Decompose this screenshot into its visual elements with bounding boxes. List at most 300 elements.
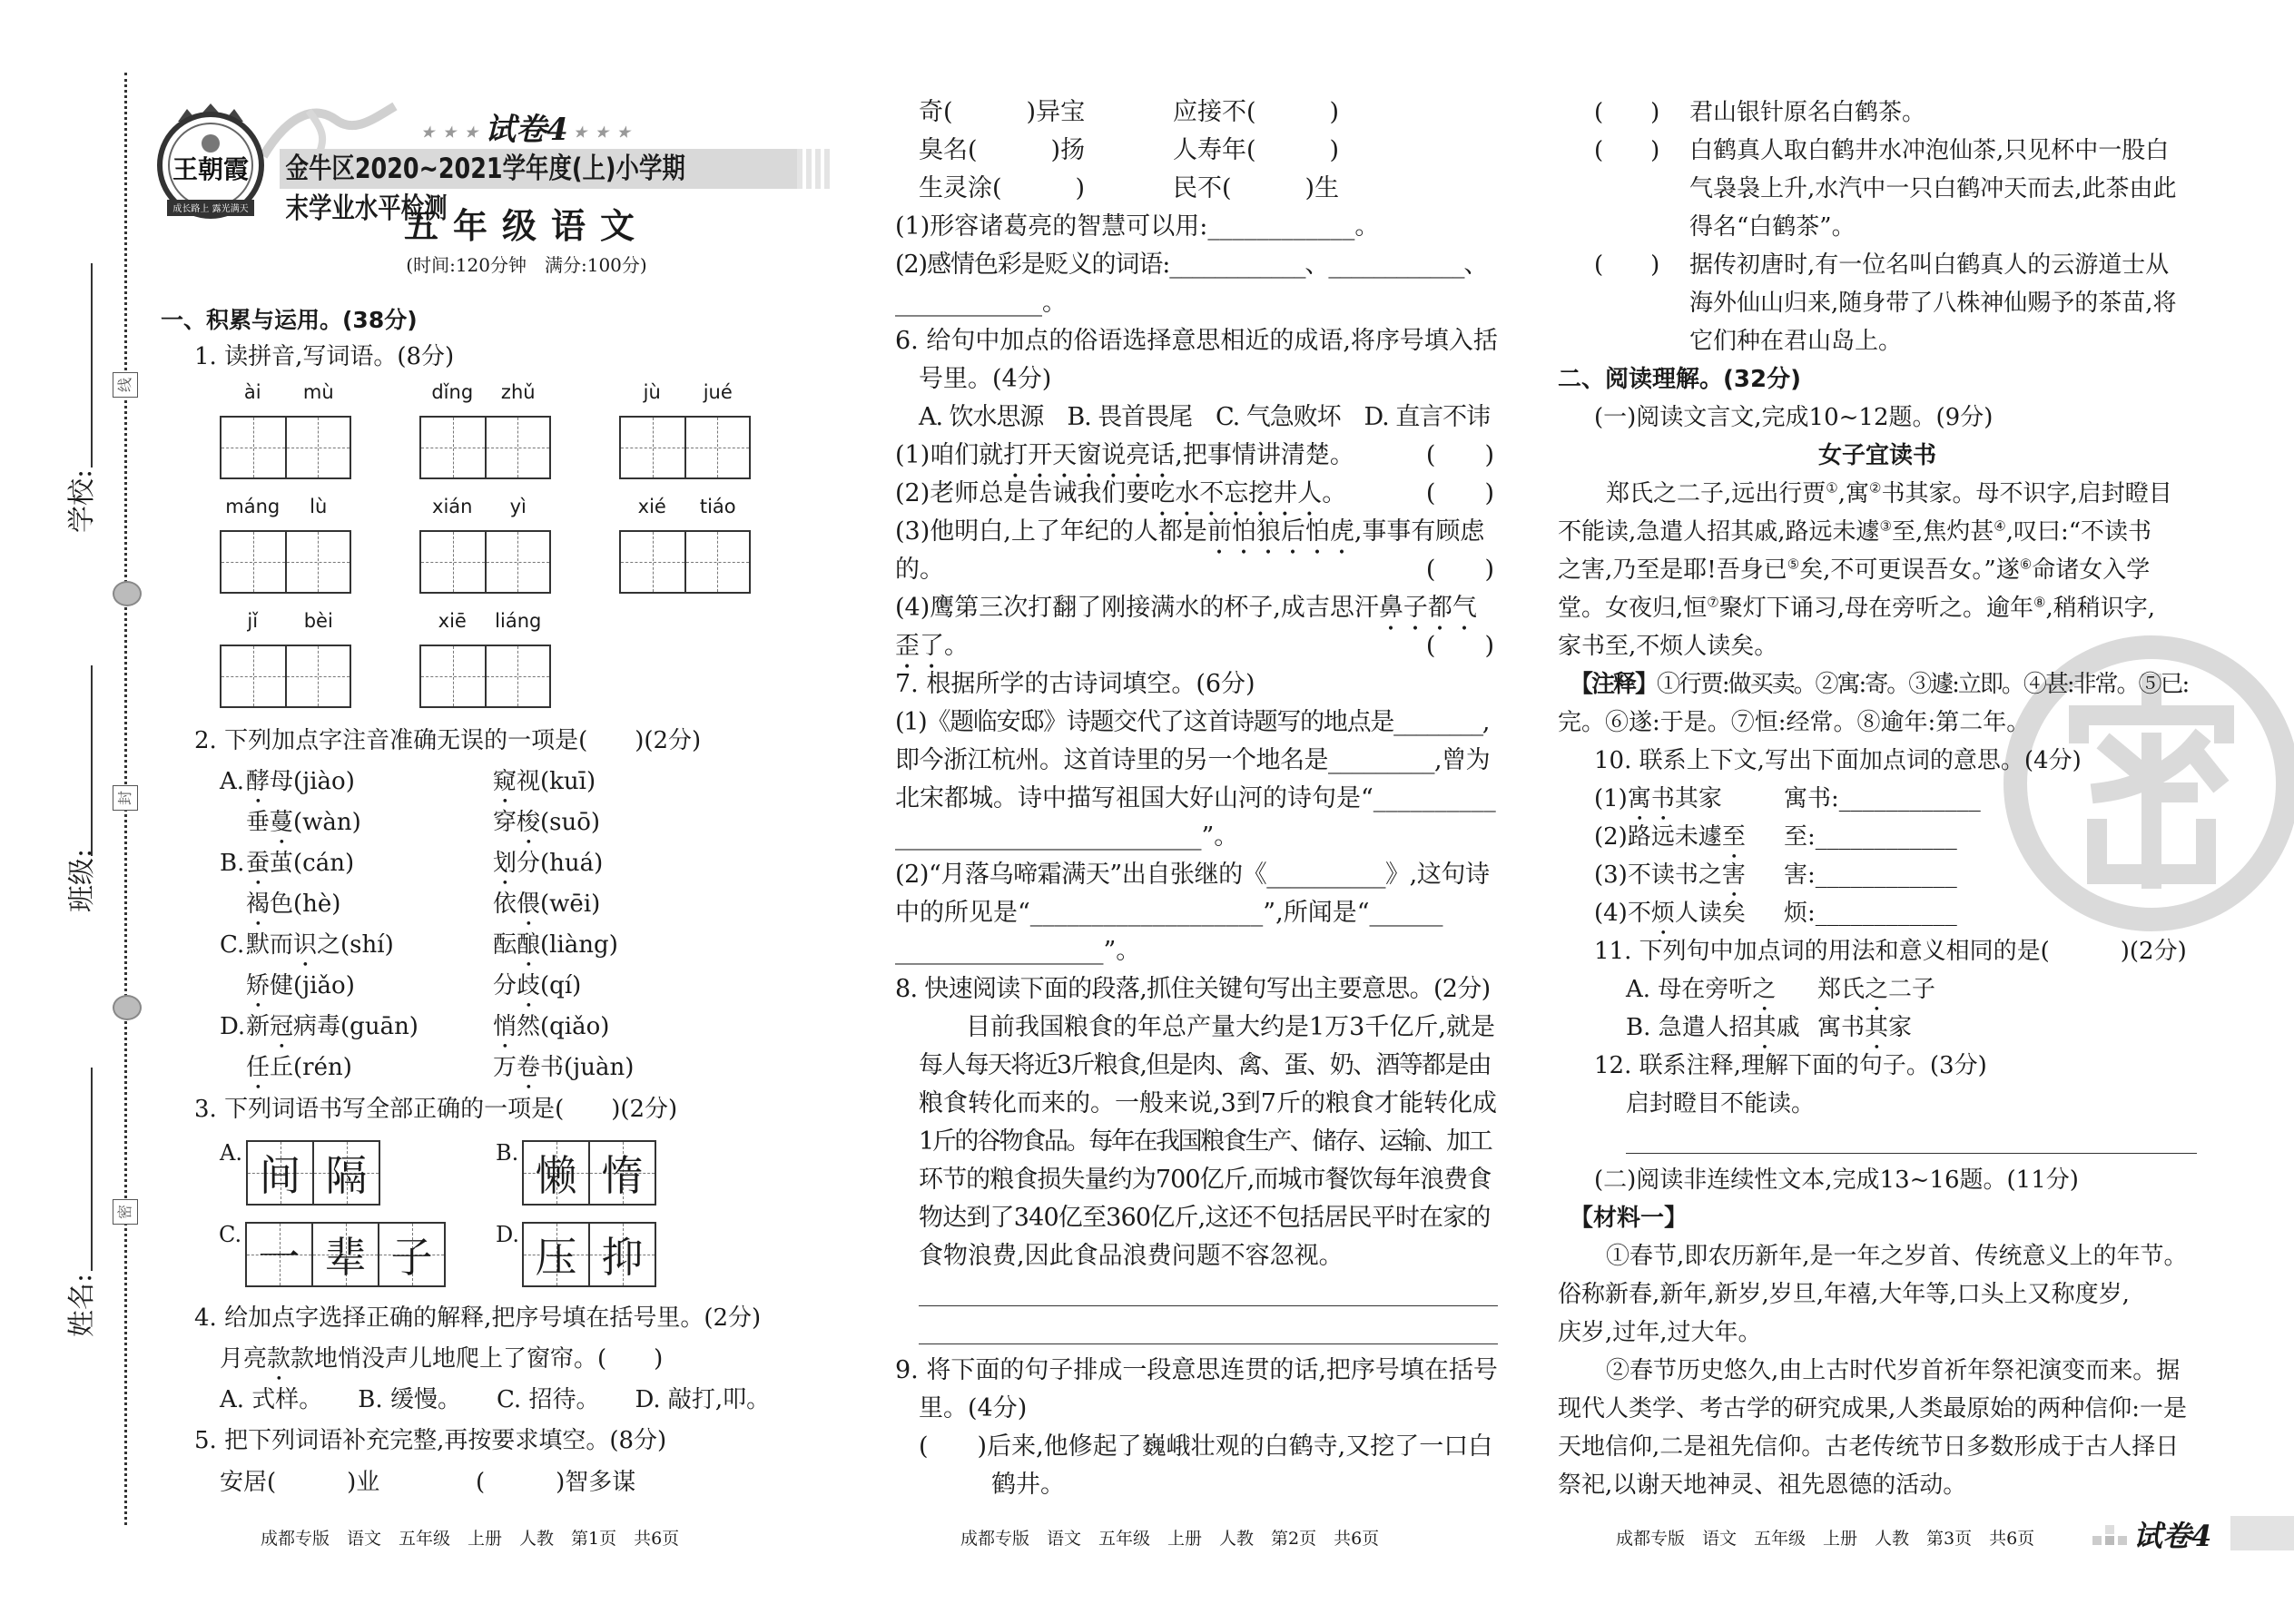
text-run: 粮食转化而来的。一般来说,3到7斤的粮食才能转化成 (919, 1089, 1497, 1117)
text-run: 家书至,不烦人读矣。 (1558, 633, 1778, 660)
text-line (895, 132, 1498, 170)
text-run: ②春节历史悠久,由上古时代岁首祈年祭祀演变而来。据 (1606, 1357, 2181, 1384)
footnote-marker: ⑦ (1707, 594, 1719, 611)
text-run: 母(jiào) (270, 768, 355, 795)
subject-title: 五年级语文 (403, 206, 649, 246)
emphasized-text: 梭 (517, 809, 541, 836)
text-line (895, 818, 1498, 856)
pinyin-labels (419, 381, 551, 416)
text-run: 郑氏之二子,远出行贾 (1606, 480, 1826, 507)
writing-cell[interactable] (222, 646, 287, 706)
text-run: 6. 给句中加点的俗语选择意思相近的成语,将序号填入括 (895, 327, 1498, 355)
answer-bracket[interactable]: ( ) (1594, 251, 1660, 279)
text-line (1558, 856, 2197, 894)
text-line (1558, 1275, 2197, 1314)
text-line (1558, 1161, 2197, 1199)
text-line (895, 856, 1498, 894)
text-run: (wàn) (293, 809, 361, 836)
text-line (895, 1199, 1498, 1237)
writing-grid (245, 1222, 446, 1287)
text-run: (2)“月落乌啼霜满天”出自张继的《__________》,这句诗 (895, 861, 1490, 889)
text-run: 二子 (1888, 976, 1936, 1003)
answer-line[interactable] (1558, 1123, 2197, 1161)
text-line (895, 322, 1498, 360)
text-run: 君山银针原名白鹤茶。 (1689, 99, 1926, 126)
q2-option-row (220, 843, 634, 884)
emblem-icon (113, 581, 142, 606)
pinyin-labels (619, 381, 751, 416)
writing-cell[interactable] (487, 418, 550, 477)
text-run: 万 (493, 1054, 517, 1081)
option-label: B. (496, 1140, 519, 1166)
text-run: _________________________”。 (895, 822, 1239, 851)
text-run: (wēi) (540, 891, 601, 918)
text-run: _________________”。 (895, 937, 1141, 965)
text-run: (3)不读书之 (1594, 861, 1722, 889)
text-run: 。 (1322, 479, 1347, 507)
emphasized-text: 寓书 (1627, 785, 1675, 812)
text-line (1558, 1237, 2197, 1275)
text-run: 新 (246, 1013, 271, 1040)
text-run: 臭名( )扬 (919, 136, 1086, 164)
text-line (1558, 475, 2197, 513)
text-line (1558, 1428, 2197, 1466)
text-line (895, 1237, 1498, 1275)
text-run: 人寿年( ) (1173, 136, 1340, 164)
text-line (1558, 1085, 2197, 1123)
page-2-column (895, 94, 1498, 1504)
q2-option-row (220, 925, 634, 966)
item-right (1784, 900, 1957, 927)
text-line (895, 437, 1498, 475)
text-run: 款地悄没声儿地爬上了窗帘。( ) (290, 1345, 664, 1373)
text-line (1558, 932, 2197, 970)
item-right (1784, 823, 1957, 851)
text-line (895, 970, 1498, 1009)
text-line (895, 742, 1498, 780)
emphasized-text: 前怕狼后怕虎 (1206, 517, 1354, 546)
text-run: 穿 (493, 809, 517, 836)
grid-character: 惰 (601, 1151, 644, 1200)
text-run: 8. 快速阅读下面的段落,抓住关键句写出主要意思。(2分) (895, 975, 1491, 1003)
text-run: 然(qiǎo) (517, 1013, 610, 1040)
footer-pattern (2092, 1525, 2127, 1545)
text-run: 环节的粮食损失量约为700亿斤,而城市餐饮每年浪费食 (919, 1166, 1492, 1194)
text-line (1558, 132, 2197, 170)
writing-grid (220, 530, 351, 594)
answer-bracket[interactable]: ( ) (1425, 441, 1494, 469)
text-run: 命诸女入学 (2032, 556, 2151, 584)
text-line (895, 627, 1498, 665)
emphasized-text: 卷 (517, 1054, 541, 1081)
answer-line[interactable] (895, 1314, 1498, 1352)
text-run: 丘(rén) (270, 1054, 352, 1081)
pinyin-label: lù (310, 496, 328, 517)
text-run: 气袅袅上升,水汽中一只白鹤冲天而去,此茶由此 (1689, 175, 2177, 202)
text-run: 堂。女夜归,恒 (1558, 595, 1708, 622)
grid-character: 懒 (535, 1151, 577, 1200)
pinyin-label: dǐng (431, 381, 474, 403)
item-right (1173, 98, 1339, 126)
q3-option (220, 1140, 380, 1206)
text-run: 聚灯下诵习,母在旁听之。逾年 (1718, 595, 2033, 622)
writing-cell[interactable] (421, 646, 487, 706)
text-run: 号里。(4分) (919, 365, 1052, 393)
text-run: (二)阅读非连续性文本,完成13~16题。(11分) (1594, 1166, 2079, 1194)
text-run: 白鹤真人取白鹤井水冲泡仙茶,只见杯中一股白 (1689, 137, 2170, 164)
text-run: 分(huá) (517, 850, 604, 877)
text-run: B. 急遣人招 (1626, 1014, 1753, 1041)
emphasized-text: 划 (493, 850, 517, 877)
pinyin-label: ài (243, 381, 261, 403)
q2-option-row (220, 802, 634, 843)
text-run: 奇( )异宝 (919, 98, 1086, 126)
text-line (1558, 170, 2197, 208)
item-right (1817, 976, 1935, 1003)
writing-cell (524, 1142, 590, 1204)
text-line (895, 665, 1498, 704)
seal-mark-line: 线 (113, 372, 138, 398)
text-line (1558, 1390, 2197, 1428)
footnote-marker: ① (1826, 479, 1838, 497)
pinyin-group (419, 496, 551, 594)
option-label: A. (220, 768, 245, 795)
writing-cell[interactable] (686, 532, 750, 592)
text-run: 视(kuī) (517, 768, 596, 795)
grid-character: 抑 (601, 1233, 644, 1282)
text-run: A. 母在旁听 (1626, 976, 1753, 1003)
writing-cell[interactable] (487, 532, 550, 592)
item-left (919, 132, 1173, 170)
answer-bracket[interactable]: ( ) (1425, 632, 1494, 660)
bold-label: 【材料一】 (1570, 1205, 1689, 1232)
footer-bar (2230, 1516, 2294, 1550)
pinyin-group (220, 610, 351, 708)
text-run: 11. 下列句中加点词的用法和意义相同的是( )(2分) (1594, 938, 2187, 965)
footer-paper-tag: 试卷4 (2133, 1519, 2212, 1553)
text-run: 默而 (246, 931, 294, 959)
emphasized-text: 害 (1721, 861, 1746, 889)
q4-options: A. 式样。 B. 缓慢。 C. 招待。 D. 敲打,叩。 (220, 1386, 771, 1413)
grid-character: 压 (535, 1233, 577, 1282)
footer-page-2: 成都专版 语文 五年级 上册 人教 第2页 共6页 (960, 1529, 1380, 1549)
item-right (1784, 861, 1957, 889)
text-line (1558, 551, 2197, 589)
text-line (895, 284, 1498, 322)
text-run: 每人每天将近3斤粮食,但是肉、禽、蛋、奶、酒等都是由 (919, 1051, 1491, 1079)
text-run: 之害,乃至是耶!吾身已 (1558, 556, 1787, 584)
text-run: (suō) (540, 809, 601, 836)
text-run: 至:____________ (1784, 823, 1957, 851)
text-run: 据传初唐时,有一位名叫白鹤真人的云游道士从 (1689, 251, 2170, 279)
text-line (1558, 1352, 2197, 1390)
page-3-column (1558, 94, 2197, 1504)
option-label: C. (220, 931, 245, 959)
text-run: ①行贾:做买卖。②寓:寄。③遽:立即。④甚:非常。⑤已: (1656, 671, 2189, 698)
text-line (1558, 970, 2197, 1009)
text-run: 家 (1888, 1014, 1913, 1041)
pinyin-label: liáng (495, 610, 542, 632)
text-run: 其家 (1674, 785, 1722, 812)
writing-cell[interactable] (287, 646, 350, 706)
q5-title: 5. 把下列词语补充完整,再按要求填空。(8分) (194, 1427, 667, 1454)
text-run: (1)咱们就 (895, 441, 1004, 469)
text-run: 的。 (895, 556, 944, 584)
seal-mark-secret: 密 (113, 1199, 138, 1225)
text-line (895, 399, 1498, 437)
text-run: 生灵涂( ) (919, 174, 1086, 202)
text-run: ,叹曰:“不读书 (2005, 518, 2152, 546)
text-run: 天地信仰,二是祖先信仰。古老传统节日多数形成于古人择日 (1558, 1433, 2180, 1461)
pinyin-label: xiē (438, 610, 467, 632)
text-run: 烦:____________ (1784, 900, 1957, 927)
text-run: 月亮 (220, 1345, 268, 1373)
option-word (493, 850, 603, 877)
pinyin-labels (220, 496, 351, 530)
text-run: 物达到了340亿至360亿斤,这还不包括居民平时在家的 (919, 1204, 1491, 1232)
emphasized-text: 打开天窗说亮话 (1003, 441, 1176, 469)
text-run: 矣,不可更误吾女。”遂 (1799, 556, 2020, 584)
text-run: (1)《题临安邸》诗题交代了这首诗题写的地点是________, (895, 708, 1490, 736)
item-left (919, 170, 1173, 208)
text-run: 应接不( ) (1173, 98, 1340, 126)
q3-title: 3. 下列词语书写全部正确的一项是( )(2分) (194, 1096, 678, 1123)
svg-text:成长路上 露光满天: 成长路上 露光满天 (172, 204, 249, 214)
option-label: A. (220, 1140, 242, 1166)
text-line (895, 208, 1498, 246)
pinyin-label: mù (302, 381, 334, 403)
pinyin-label: bèi (303, 610, 333, 632)
item-right (1173, 136, 1339, 164)
text-run: ( )后来,他修起了巍峨壮观的白鹤寺,又挖了一口白 (919, 1432, 1493, 1461)
svg-text:王朝霞: 王朝霞 (172, 154, 250, 184)
grid-character: 一 (258, 1233, 300, 1282)
emphasized-text: 蔓 (270, 809, 294, 836)
text-run: 垂 (246, 809, 271, 836)
text-run: (qí) (540, 972, 582, 999)
text-run: 俗称新春,新年,新岁,岁旦,年禧,大年等,口头上又称度岁, (1558, 1281, 2130, 1308)
q2-option-row (220, 762, 634, 802)
name-label: 姓名: (66, 1273, 99, 1338)
pinyin-label: tiáo (699, 496, 736, 517)
q4-sentence (220, 1340, 663, 1386)
option-word (493, 891, 600, 918)
writing-cell[interactable] (621, 418, 686, 477)
text-run: 它们种在君山岛上。 (1689, 328, 1903, 355)
q2-options (220, 762, 634, 1088)
footnote-marker: ② (1868, 479, 1882, 497)
text-run: 1斤的谷物食品。每年在我国粮食生产、储存、运输、加工 (919, 1127, 1492, 1156)
text-line (1558, 1009, 2197, 1047)
writing-cell[interactable] (222, 532, 287, 592)
text-run: (3)他明白,上了年纪的人都是 (895, 517, 1207, 546)
q2-title: 2. 下列加点字注音准确无误的一项是( )(2分) (194, 727, 702, 754)
writing-grid (522, 1140, 656, 1206)
text-run: ,事事有顾虑 (1354, 517, 1485, 546)
writing-cell (590, 1224, 655, 1285)
text-run: 北宋都城。诗中描写祖国大好山河的诗句是“__________ (895, 784, 1496, 812)
answer-bracket[interactable]: ( ) (1425, 479, 1494, 507)
text-run: 完。⑥遂:于是。⑦恒:经常。⑧逾年:第二年。 (1558, 709, 2031, 736)
text-run: 不能读,急遣人招其戚,路远未遽 (1558, 518, 1880, 546)
option-word (493, 1054, 634, 1081)
option-word (246, 1048, 493, 1095)
text-run: ,稍稍识字, (2045, 595, 2155, 622)
writing-cell (247, 1224, 313, 1285)
text-run: 之(shí) (317, 931, 394, 959)
text-line (895, 894, 1498, 932)
option-word (493, 809, 600, 836)
pinyin-labels (419, 496, 551, 530)
footnote-marker: ⑤ (1787, 556, 1800, 573)
text-run: 人读矣 (1674, 900, 1746, 927)
text-run: 茧(cán) (270, 850, 355, 877)
emphasized-text: 之 (1865, 976, 1889, 1003)
pinyin-labels (220, 610, 351, 645)
writing-cell[interactable] (421, 418, 487, 477)
bold-label: 【注释】 (1570, 671, 1657, 698)
brand-logo (151, 102, 271, 221)
q5-item-a: 安居( )业 (220, 1469, 380, 1496)
writing-cell (524, 1224, 590, 1285)
text-run: 中的所见是“___________________”,所闻是“______ (895, 899, 1443, 927)
text-line (895, 932, 1498, 970)
writing-cell[interactable] (287, 418, 350, 477)
text-run: 7. 根据所学的古诗词填空。(6分) (895, 670, 1255, 698)
seal-mark-seal: 封 (113, 785, 138, 811)
text-run: 健(jiǎo) (270, 972, 355, 999)
text-run: ,把事情讲清楚。 (1175, 441, 1354, 469)
q2-option-row (220, 884, 634, 925)
writing-cell (590, 1142, 655, 1204)
pinyin-label: xié (637, 496, 666, 517)
text-line (895, 1009, 1498, 1047)
footer-page-1: 成都专版 语文 五年级 上册 人教 第1页 共6页 (261, 1529, 680, 1549)
text-run: 分 (493, 972, 517, 999)
option-word (493, 972, 581, 999)
answer-bracket[interactable]: ( ) (1594, 99, 1660, 126)
text-line (1558, 589, 2197, 627)
text-run: 书(juàn) (540, 1054, 635, 1081)
writing-grid (220, 645, 351, 708)
writing-grid (619, 416, 751, 479)
text-run: 民不( )生 (1173, 174, 1340, 202)
grid-character: 间 (259, 1151, 301, 1200)
writing-grid (419, 416, 551, 479)
pinyin-group (419, 381, 551, 479)
text-line (1558, 780, 2197, 818)
text-run: 郑氏 (1817, 976, 1866, 1003)
text-run: ①春节,即农历新年,是一年之岁首、传统意义上的年节。 (1606, 1243, 2188, 1270)
emphasized-text: 识 (293, 931, 318, 959)
emblem-icon (113, 995, 142, 1020)
text-line (1558, 437, 2197, 475)
emphasized-text: 酵 (246, 768, 271, 795)
pinyin-labels (220, 381, 351, 416)
answer-line[interactable] (895, 1275, 1498, 1314)
q2-option-row (220, 1007, 634, 1048)
text-run: (4)不 (1594, 900, 1651, 927)
emphasized-text: 其 (1865, 1014, 1889, 1041)
writing-cell[interactable] (222, 418, 287, 477)
text-run: 寓书 (1817, 1014, 1866, 1041)
pinyin-group (220, 496, 351, 594)
text-run: (2)感情色彩是贬义的词语:____________、____________、 (895, 251, 1488, 279)
grid-character: 隔 (325, 1151, 368, 1200)
text-line (895, 551, 1498, 589)
option-label: B. (220, 850, 245, 877)
name-fill-line (91, 1068, 93, 1271)
footnote-marker: ⑧ (2033, 594, 2046, 611)
pinyin-group (419, 610, 551, 708)
text-run: 。 (944, 632, 969, 660)
text-run: (liàng) (540, 931, 618, 959)
emphasized-text: 悄 (493, 1013, 517, 1040)
exam-title-banner (280, 149, 797, 225)
item-right (1173, 174, 1339, 202)
text-run: (4)鹰第三次打翻了刚接满水的杯子,成吉思汗 (895, 594, 1379, 622)
section-1-heading: 一、积累与运用。(38分) (161, 307, 418, 333)
pinyin-label: jué (703, 381, 733, 403)
writing-cell[interactable] (686, 418, 750, 477)
pinyin-group (220, 381, 351, 479)
text-run: 海外仙山归来,随身带了八株神仙赐予的茶苗,将 (1689, 290, 2177, 317)
writing-cell (248, 1142, 314, 1204)
text-run: 食物浪费,因此食品浪费问题不容忽视。 (919, 1242, 1344, 1270)
answer-bracket[interactable]: ( ) (1594, 137, 1660, 164)
emphasized-text: 其 (1752, 1014, 1777, 1041)
writing-grid (522, 1222, 656, 1287)
text-run: 酝 (493, 931, 517, 959)
pinyin-group (619, 381, 751, 479)
text-run: 里。(4分) (919, 1394, 1028, 1422)
text-run: 女子宜读书 (1817, 442, 1936, 469)
text-line (1558, 1314, 2197, 1352)
text-line (895, 360, 1498, 399)
text-run: ____________。 (895, 289, 1067, 317)
emphasized-text: 至 (1721, 823, 1746, 851)
emphasized-text: 鼻子都气 (1378, 594, 1477, 622)
pinyin-label: zhǔ (500, 381, 536, 403)
answer-bracket[interactable]: ( ) (1425, 556, 1494, 584)
text-line (1558, 742, 2197, 780)
text-line (895, 170, 1498, 208)
text-run: 祭祀,以谢天地神灵、祖先恩德的活动。 (1558, 1471, 1967, 1499)
footer-page-3: 成都专版 语文 五年级 上册 人教 第3页 共6页 (1616, 1529, 2035, 1549)
text-line (895, 704, 1498, 742)
footnote-marker: ⑥ (2019, 556, 2033, 573)
text-line (1558, 284, 2197, 322)
option-label: C. (219, 1222, 242, 1247)
text-run: ,寓 (1837, 480, 1869, 507)
text-line (895, 1466, 1498, 1504)
text-run: 9. 将下面的句子排成一段意思连贯的话,把序号填在括号 (895, 1356, 1498, 1384)
q4-title: 4. 给加点字选择正确的解释,把序号填在括号里。(2分) (194, 1304, 762, 1332)
text-line (895, 1390, 1498, 1428)
writing-cell[interactable] (487, 646, 550, 706)
writing-cell[interactable] (287, 532, 350, 592)
writing-cell[interactable] (421, 532, 487, 592)
text-run: (1)形容诸葛亮的智慧可以用:____________。 (895, 212, 1380, 241)
q2-option-row (220, 966, 634, 1007)
text-line (1558, 665, 2197, 704)
text-line (895, 94, 1498, 132)
writing-cell[interactable] (621, 532, 686, 592)
text-line (1558, 894, 2197, 932)
option-word (493, 931, 618, 959)
emphasized-text: 歪了 (895, 632, 944, 660)
text-line (1558, 704, 2197, 742)
